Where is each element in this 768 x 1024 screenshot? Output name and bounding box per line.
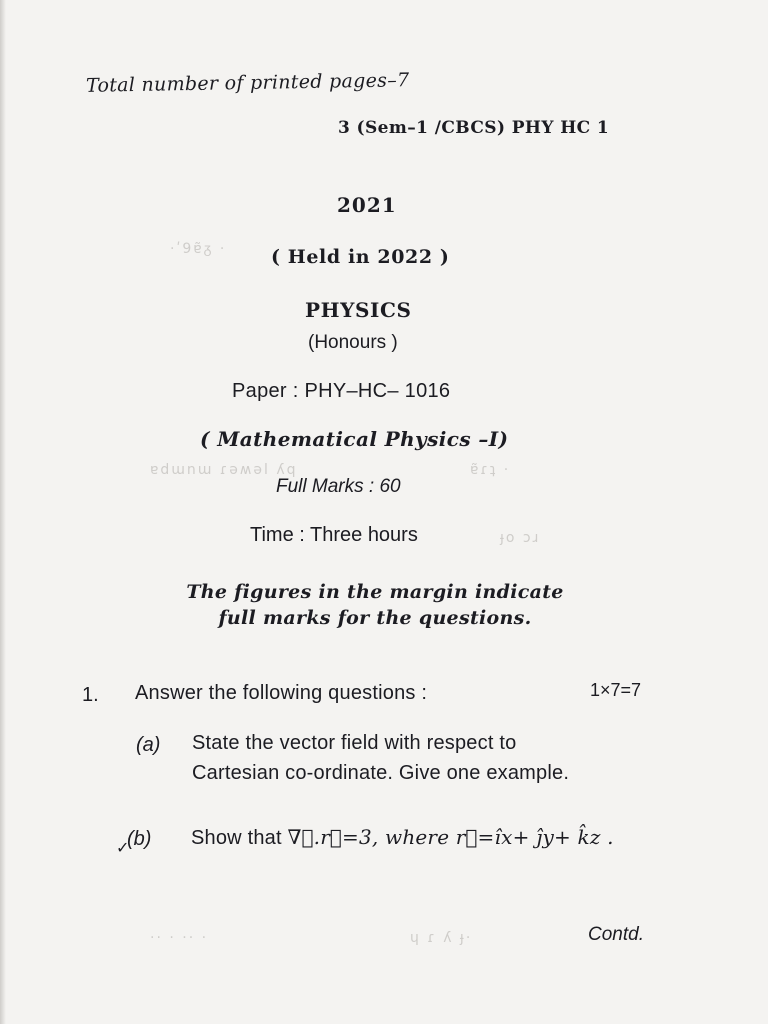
marks-instruction [140, 579, 610, 631]
full-marks: Full Marks : 60 [276, 476, 401, 497]
instruction-line: The figures in the margin indicate [186, 581, 564, 603]
subject-title: PHYSICS [305, 298, 412, 322]
paper-number: Paper : PHY–HC– 1016 [232, 380, 451, 402]
exam-year: 2021 [337, 193, 397, 217]
honours-label: (Honours ) [308, 332, 398, 353]
subquestion-text [191, 825, 614, 850]
paper-code: 3 (Sem–1 /CBCS) PHY HC 1 [338, 118, 610, 138]
printed-pages-count: Total number of printed pages–7 [85, 69, 410, 97]
bleed-through-mark: ɥ ɾ ʎ ɟ· [410, 930, 473, 946]
question-text: Answer the following questions : [135, 682, 428, 704]
held-year: ( Held in 2022 ) [271, 246, 450, 268]
subquestion-label: (a) [136, 734, 161, 756]
bleed-through-mark: ɐdɯnɯ ɾəʍəl ʎq [150, 462, 298, 478]
time-allowed: Time : Three hours [250, 524, 418, 546]
question-number: 1. [82, 684, 99, 706]
page-edge-shadow [0, 0, 6, 1024]
math-expression: ∇⃗.r⃗=3, where r⃗=îx+ ĵy+ k̂z . [287, 825, 614, 849]
checkmark-icon: ✓ [116, 838, 130, 857]
bleed-through-mark: ·ʹ9ɐ̃ᵹ · [170, 241, 227, 257]
bleed-through-mark: ·· · ·· · [150, 930, 209, 946]
subquestion-label: (b) [127, 828, 152, 850]
bleed-through-mark: ɟo ɔɹ [500, 530, 541, 546]
subquestion-text: Cartesian co-ordinate. Give one example. [192, 762, 570, 784]
subquestion-prefix: Show that [191, 827, 288, 849]
question-marks: 1×7=7 [590, 680, 642, 700]
course-title: ( Mathematical Physics –I) [200, 427, 509, 451]
continued-label: Contd. [588, 924, 644, 945]
instruction-line: full marks for the questions. [218, 607, 532, 629]
subquestion-text: State the vector field with respect to [192, 732, 517, 754]
bleed-through-mark: ɐ̃ɾʇ · [470, 462, 511, 478]
